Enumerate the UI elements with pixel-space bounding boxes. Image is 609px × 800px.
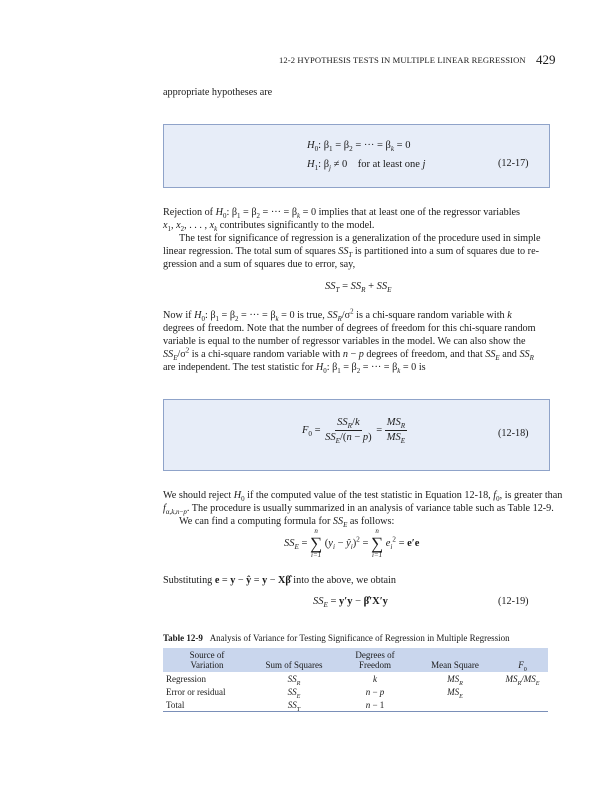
h1-tail-text: for at least one — [357, 159, 420, 170]
para-reject-line1: We should reject $H_0$ if the computed value of the test statistic in Equation 12-18, $f_0$, is greater than — [163, 490, 563, 504]
equation-box-12-17 — [163, 124, 550, 188]
cell-f0 — [497, 698, 548, 712]
table-caption — [163, 633, 510, 643]
table-row — [163, 698, 548, 712]
cell-ss: $SS_T$ — [251, 698, 337, 712]
table-row — [163, 672, 548, 685]
para-now-if-line4: $SS_E/\sigma^2$ is a chi-square random variable with n − p degrees of freedom, and that $SS_E$ and $SS_R$ — [163, 347, 534, 363]
cell-df: n − p — [365, 686, 385, 697]
para-now-if-line3: variable is equal to the number of regressor variables in the model. We can also show the — [163, 336, 526, 347]
intro-text: appropriate hypotheses are — [163, 87, 273, 98]
cell-ss: $SS_E$ — [287, 686, 301, 700]
header-degrees-of-freedom: Degrees of Freedom — [355, 650, 395, 670]
para-now-if-line2: degrees of freedom. Note that the number of degrees of freedom for this chi-square random — [163, 323, 536, 334]
para-significance-line3: gression and a sum of squares due to error, say, — [163, 259, 356, 270]
para-significance-line2: linear regression. The total sum of squares $SS_T$ is partitioned into a sum of squares due to re- — [163, 246, 539, 260]
table-row — [163, 685, 548, 698]
f-statistic-formula: $F_0$ = $\frac{SS_R/k}{SS_E/(n - p)}$ = $\frac{MS_R}{MS_E}$ — [302, 417, 406, 446]
para-rejection-line1: Rejection of $H_0$: $\beta_1 = \beta_2$ = ··· = $\beta_k = 0$ implies that at least one of the regressor variables — [163, 207, 521, 221]
equation-number-12-18: (12-18) — [498, 428, 529, 439]
cell-ms: $MS_E$ — [447, 686, 463, 700]
header-sum-of-squares: Sum of Squares — [265, 660, 323, 670]
table-label: Table 12-9 — [163, 633, 203, 643]
para-substituting: Substituting e = y − ŷ = y − Xβ̂ into the above, we obtain — [163, 575, 396, 586]
header-source: Source of Variation — [189, 650, 225, 670]
equation-number-12-19: (12-19) — [498, 596, 529, 607]
equation-sse-matrix: $SS_E = y'y$ − β̂′X′y — [313, 596, 388, 610]
table-header-row — [163, 648, 548, 672]
equation-sse-sum: $SS_E$ = n ∑ i=1 ($y_i$ − $ŷ_i)^2$ = n ∑ i=1 $e_i^2 = e'e$ — [284, 527, 420, 559]
cell-source: Total — [163, 698, 251, 712]
cell-ss: $SS_R$ — [287, 673, 301, 687]
para-rejection-line2: $x_1$, $x_2$, . . . , $x_k$ contributes significantly to the model. — [163, 220, 375, 234]
cell-f0 — [497, 685, 548, 698]
para-significance-line1: The test for significance of regression is a generalization of the procedure used in simple — [179, 233, 541, 244]
hypothesis-h0: $H_0$: $\beta_1 = \beta_2$ = ··· = $\beta_k = 0$ — [307, 140, 411, 154]
para-reject-line3: We can find a computing formula for $SS_E$ as follows: — [179, 516, 395, 530]
cell-f0: $MS_R/MS_E$ — [505, 673, 540, 687]
table-caption-text: Analysis of Variance for Testing Significance of Regression in Multiple Regression — [209, 633, 510, 643]
hypothesis-h1: $H_1$: $\beta_j \ne 0$ for at least one j — [307, 159, 426, 173]
equation-box-12-18 — [163, 399, 550, 471]
cell-df: k — [373, 673, 377, 684]
equation-sst-partition: $SS_T = SS_R + SS_E$ — [325, 281, 392, 295]
page-number: 429 — [536, 52, 556, 67]
para-reject-line2: $f_{\alpha,k,n-p}$. The procedure is usually summarized in an analysis of variance table such as Table 12-9. — [163, 503, 554, 517]
para-now-if-line1: Now if $H_0$: $\beta_1 = \beta_2$ = ··· = $\beta_k = 0$ is true, $SS_R/\sigma^2$ is a chi-square random variable with k — [163, 308, 512, 324]
header-f0: $F_0$ — [518, 660, 527, 673]
cell-source: Regression — [166, 673, 206, 684]
header-mean-square: Mean Square — [431, 660, 479, 670]
equation-number-12-17: (12-17) — [498, 158, 529, 169]
cell-ms: $MS_R$ — [447, 673, 463, 687]
cell-df: n − 1 — [337, 698, 413, 712]
running-header-title: 12-2 HYPOTHESIS TESTS IN MULTIPLE LINEAR REGRESSION — [279, 55, 526, 65]
cell-ms — [413, 698, 497, 712]
anova-table — [163, 648, 548, 712]
para-now-if-line5: are independent. The test statistic for $H_0$: $\beta_1 = \beta_2$ = ··· = $\beta_k = 0$ is — [163, 362, 426, 376]
cell-source: Error or residual — [166, 686, 226, 697]
